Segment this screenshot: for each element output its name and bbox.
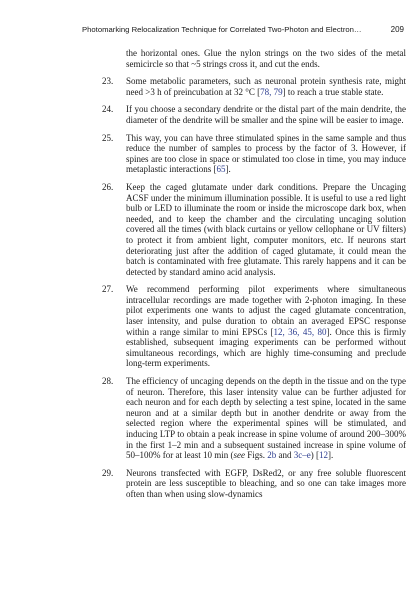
note-text: If you choose a secondary dendrite or the distal part of the main dendrite, the diameter of the dendrite will be smaller and the spine will be easier to image.	[126, 104, 406, 125]
note-number: 24.	[102, 104, 114, 115]
note-23	[102, 76, 406, 97]
note-text: Keep the caged glutamate under dark conditions. Prepare the Uncaging ACSF under the minimum illumination possible. It is useful to use a red light bulb or LED to illuminate the room or inside the microscope dark box, when needed, and to keep the chamber and the circulating uncaging solution covered all the times (with black curtains or yellow cellophane or UV filters) to protect it from ambient light, computer monitors, etc. If neurons start deteriorating just after the addition of caged glutamate, it could mean the batch is contaminated with free glutamate. This rarely happens and it can be detected by standard amino acid analysis.	[126, 181, 406, 277]
note-number: 23.	[102, 76, 114, 87]
note-27	[102, 284, 406, 369]
note-24	[102, 104, 406, 125]
note-text: Some metabolic parameters, such as neuronal protein synthesis rate, might need >3 h of preincubation at 32 °C [78, 79] to reach a true stable state.	[126, 76, 406, 97]
note-text: This way, you can have three stimulated spines in the same sample and thus reduce the number of samples to process by the factor of 3. However, if spines are too close in space or stimulated too close in time, you may induce metaplastic interactions [65].	[126, 132, 406, 175]
notes-body	[102, 48, 406, 507]
note-25	[102, 132, 406, 175]
reference-link[interactable]: 65	[216, 164, 226, 175]
reference-link[interactable]: 12, 36, 45, 80	[273, 326, 327, 337]
chapter-title: Photomarking Relocalization Technique for Correlated Two-Photon and Electron…	[82, 25, 362, 34]
note-text: Neurons transfected with EGFP, DsRed2, or any free soluble fluorescent protein are less susceptible to bleaching, and so one can take images more often than when using slow-dynamics	[126, 467, 406, 499]
note-28	[102, 376, 406, 461]
figure-link[interactable]: 3c–e	[293, 450, 311, 461]
note-29	[102, 467, 406, 500]
figure-link[interactable]: 2b	[267, 450, 277, 461]
note-number: 28.	[102, 376, 114, 387]
note-26	[102, 181, 406, 277]
continued-paragraph: the horizontal ones. Glue the nylon strings on the two sides of the metal semicircle so that ~5 strings cross it, and cut the ends.	[126, 48, 406, 69]
reference-link[interactable]: 78, 79	[260, 86, 283, 97]
page-number: 209	[390, 25, 404, 34]
note-number: 26.	[102, 181, 114, 192]
note-number: 29.	[102, 467, 114, 478]
running-header	[82, 25, 404, 34]
reference-link[interactable]: 12	[319, 450, 328, 461]
note-text: The efficiency of uncaging depends on the depth in the tissue and on the type of neuron. Therefore, this laser intensity value can be further adjusted for each neuron and for each depth by selecting a test spine, located in the same neuron and at a similar depth but in another dendrite or away from the selected region where the experimental spines will be stimulated, and inducing LTP to obtain a peak increase in spine volume of around 200–300% in the first 1–2 min and a subsequent sustained increase in spine volume of 50–100% for at least 10 min (see Figs. 2b and 3c–e) [12].	[126, 376, 406, 461]
note-number: 27.	[102, 284, 114, 295]
note-text: We recommend performing pilot experiments where simultaneous intracellular recordings are made together with 2-photon imaging. In these pilot experiments one wants to adjust the caged glutamate concentration, laser intensity, and pulse duration to obtain an averaged EPSC response within a range similar to mini EPSCs [12, 36, 45, 80]. Once this is firmly established, subsequent imaging experiments can be performed without simultaneous recordings, which are highly time-consuming and preclude long-term experiments.	[126, 284, 406, 369]
note-number: 25.	[102, 132, 114, 143]
